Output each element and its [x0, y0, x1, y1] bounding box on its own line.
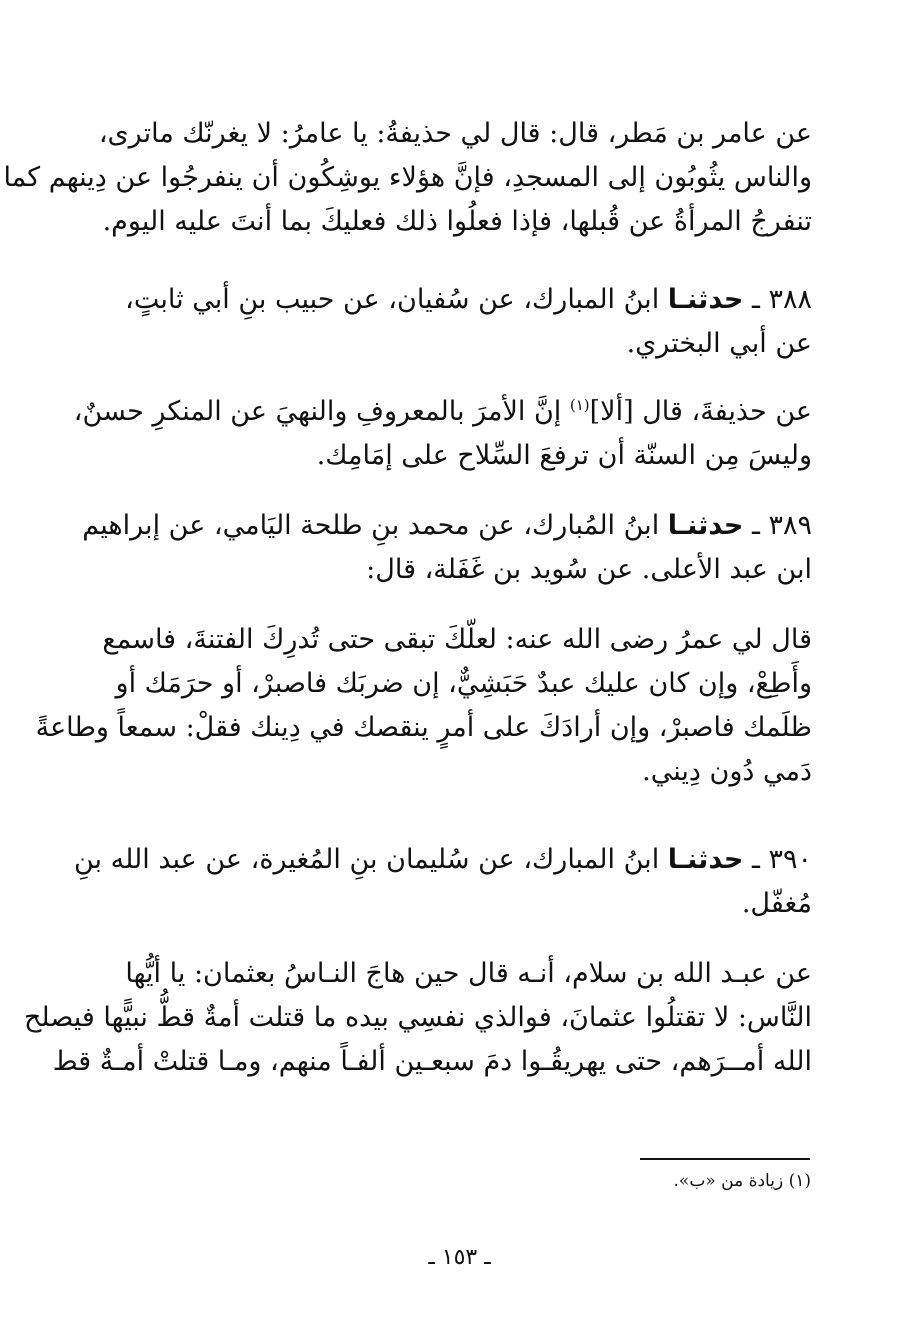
footnote-reference: (١): [569, 396, 590, 414]
haddathana-keyword: حدثنـا: [667, 844, 744, 875]
footnote-text: (١) زيادة من «ب».: [673, 1171, 811, 1191]
text-segment: عن حذيفةَ، قال [ألا]: [589, 396, 812, 427]
text-segment: إنَّ الأمرَ بالمعروفِ والنهيَ عن المنكرِ حسنٌ،: [73, 396, 570, 427]
text-line: مُغفّل.: [741, 888, 812, 919]
haddathana-keyword: حدثنـا: [667, 510, 744, 541]
footnote-separator: [640, 1158, 810, 1160]
paragraph-3: [73, 390, 812, 478]
narration-389: [82, 504, 812, 592]
text-line: والناس يثُوبُون إلى المسجدِ، فإنَّ هؤلاء يوشِكُون أن ينفرجُوا عن دِينهم كما: [3, 162, 812, 193]
narration-number: ٣٩٠ ـ: [751, 844, 812, 875]
narration-388: [100, 278, 812, 366]
text-line: الله أمــرَهم، حتى يهريقُـوا دمَ سبعـين ألفـاً منهم، ومـا قتلتْ أمـةٌ قط: [52, 1046, 812, 1077]
text-line: ابن عبد الأعلى. عن سُويد بن غَفَلة، قال:: [366, 554, 812, 585]
text-line: وأَطِعْ، وإن كان عليك عبدٌ حَبَشِيٌّ، إن ضربَك فاصبرْ، أو حرَمَك أو: [115, 668, 812, 699]
text-line: قال لي عمرُ رضى الله عنه: لعلّكَ تبقى حتى تُدرِكَ الفتنةَ، فاسمع: [102, 624, 812, 655]
paragraph-7: [23, 952, 812, 1084]
narration-number: ٣٨٨ ـ: [751, 284, 812, 315]
text-line: دَمي دُون دِيني.: [642, 756, 812, 787]
text-line: النَّاس: لا تقتلُوا عثمانَ، فوالذي نفسِي بيده ما قتلت أمةٌ قطُّ نبيًّها فيصلح: [23, 1002, 812, 1033]
paragraph-1: [3, 112, 812, 244]
text-line: وليسَ مِن السنّة أن ترفعَ السِّلاح على إمَامِك.: [316, 440, 812, 471]
text-line: عن أبي البختري.: [626, 328, 812, 359]
narration-number: ٣٨٩ ـ: [751, 510, 812, 541]
isnad-text: ابنُ المبارك، عن سُفيان، عن حبيب بنِ أبي ثابتٍ،: [125, 284, 660, 315]
isnad-text: ابنُ المُبارك، عن محمد بنِ طلحة اليَامي، عن إبراهيم: [82, 510, 660, 541]
haddathana-keyword: حدثنـا: [667, 284, 744, 315]
isnad-text: ابنُ المبارك، عن سُليمان بنِ المُغيرة، عن عبد الله بنِ: [73, 844, 660, 875]
text-line: [82, 504, 812, 548]
paragraph-5: [35, 618, 812, 794]
text-line: ظلَمك فاصبرْ، وإن أرادَكَ على أمرٍ ينقصك في دِينك فقلْ: سمعاً وطاعةً: [35, 712, 812, 743]
text-line: [100, 278, 812, 322]
text-line: تنفرجُ المرأةُ عن قُبلها، فإذا فعلُوا ذلك فعليكَ بما أنتَ عليه اليوم.: [102, 206, 812, 237]
page-number: ـ ١٥٣ ـ: [428, 1245, 491, 1270]
text-line: عن عامر بن مَطر، قال: قال لي حذيفةُ: يا عامرُ: لا يغرنّك ماترى،: [98, 118, 812, 149]
text-line: [73, 838, 812, 882]
text-line: [73, 390, 812, 434]
text-line: عن عبـد الله بن سلام، أنـه قال حين هاجَ النـاسُ بعثمان: يا أيُّها: [125, 958, 812, 989]
narration-390: [73, 838, 812, 926]
